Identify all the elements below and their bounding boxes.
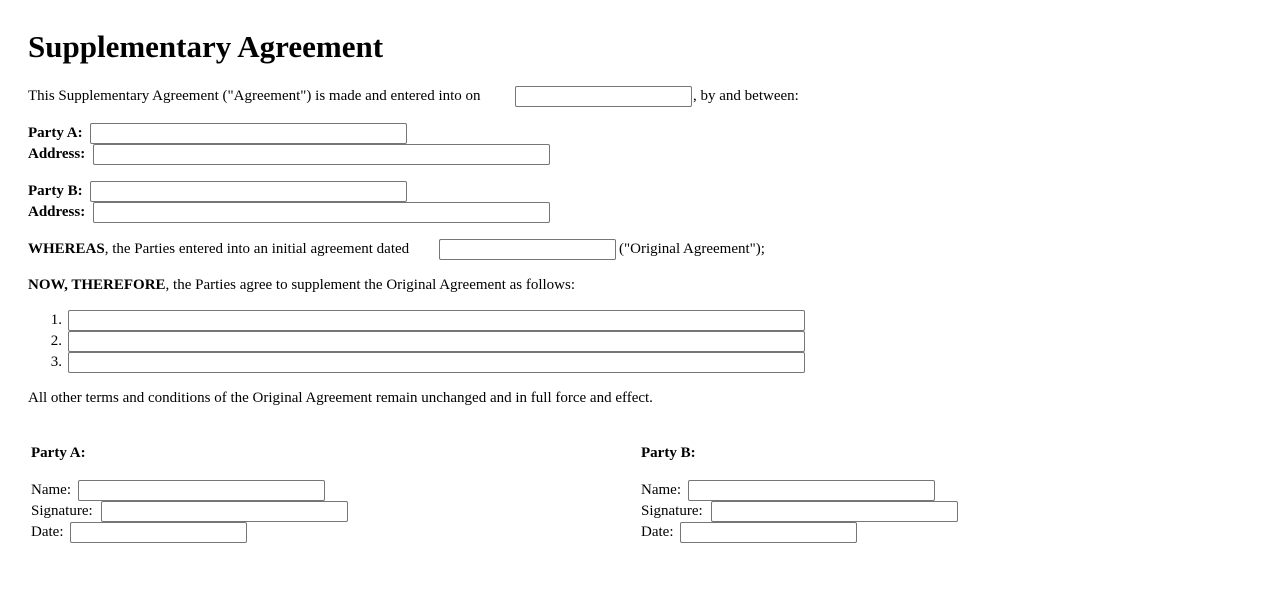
term-number: 3. [50,354,62,370]
party-a-address-label: Address: [28,146,86,162]
page-title: Supplementary Agreement [28,29,384,64]
party-b-label: Party B: [28,183,83,199]
party-a-address-input[interactable] [93,144,550,165]
party-a-name-input[interactable] [90,123,407,144]
original-agreement-date-input[interactable] [439,239,616,260]
party-b-address-input[interactable] [93,202,550,223]
signature-party-b-heading: Party B: [641,445,696,461]
closing-text: All other terms and conditions of the Original Agreement remain unchanged and in full force and effect. [28,390,653,406]
signature-b-signature-input[interactable] [711,501,958,522]
signature-b-signature-label: Signature: [641,503,703,519]
signature-party-a-heading: Party A: [31,445,86,461]
signature-b-date-label: Date: [641,524,674,540]
signature-b-name-label: Name: [641,482,681,498]
signature-a-date-label: Date: [31,524,64,540]
signature-a-signature-input[interactable] [101,501,348,522]
term-number: 2. [50,333,62,349]
signature-a-signature-label: Signature: [31,503,93,519]
signature-a-name-label: Name: [31,482,71,498]
therefore-clause [28,276,575,294]
therefore-bold: NOW, THEREFORE [28,277,166,293]
term-3-input[interactable] [68,352,805,373]
signature-a-name-input[interactable] [78,480,325,501]
therefore-text: , the Parties agree to supplement the Original Agreement as follows: [165,277,576,293]
term-number: 1. [50,312,62,328]
intro-text: This Supplementary Agreement ("Agreement") is made and entered into on [28,88,481,104]
intro-text-after: , by and between: [693,88,799,104]
whereas-bold: WHEREAS [28,241,105,257]
signature-b-name-input[interactable] [688,480,935,501]
party-b-name-input[interactable] [90,181,407,202]
agreement-date-input[interactable] [515,86,692,107]
party-b-address-label: Address: [28,204,86,220]
whereas-after: ("Original Agreement"); [619,241,765,257]
party-a-label: Party A: [28,125,83,141]
signature-a-date-input[interactable] [70,522,247,543]
term-2-input[interactable] [68,331,805,352]
term-1-input[interactable] [68,310,805,331]
signature-b-date-input[interactable] [680,522,857,543]
whereas-text: , the Parties entered into an initial agreement dated [104,241,410,257]
whereas-clause [28,240,409,258]
